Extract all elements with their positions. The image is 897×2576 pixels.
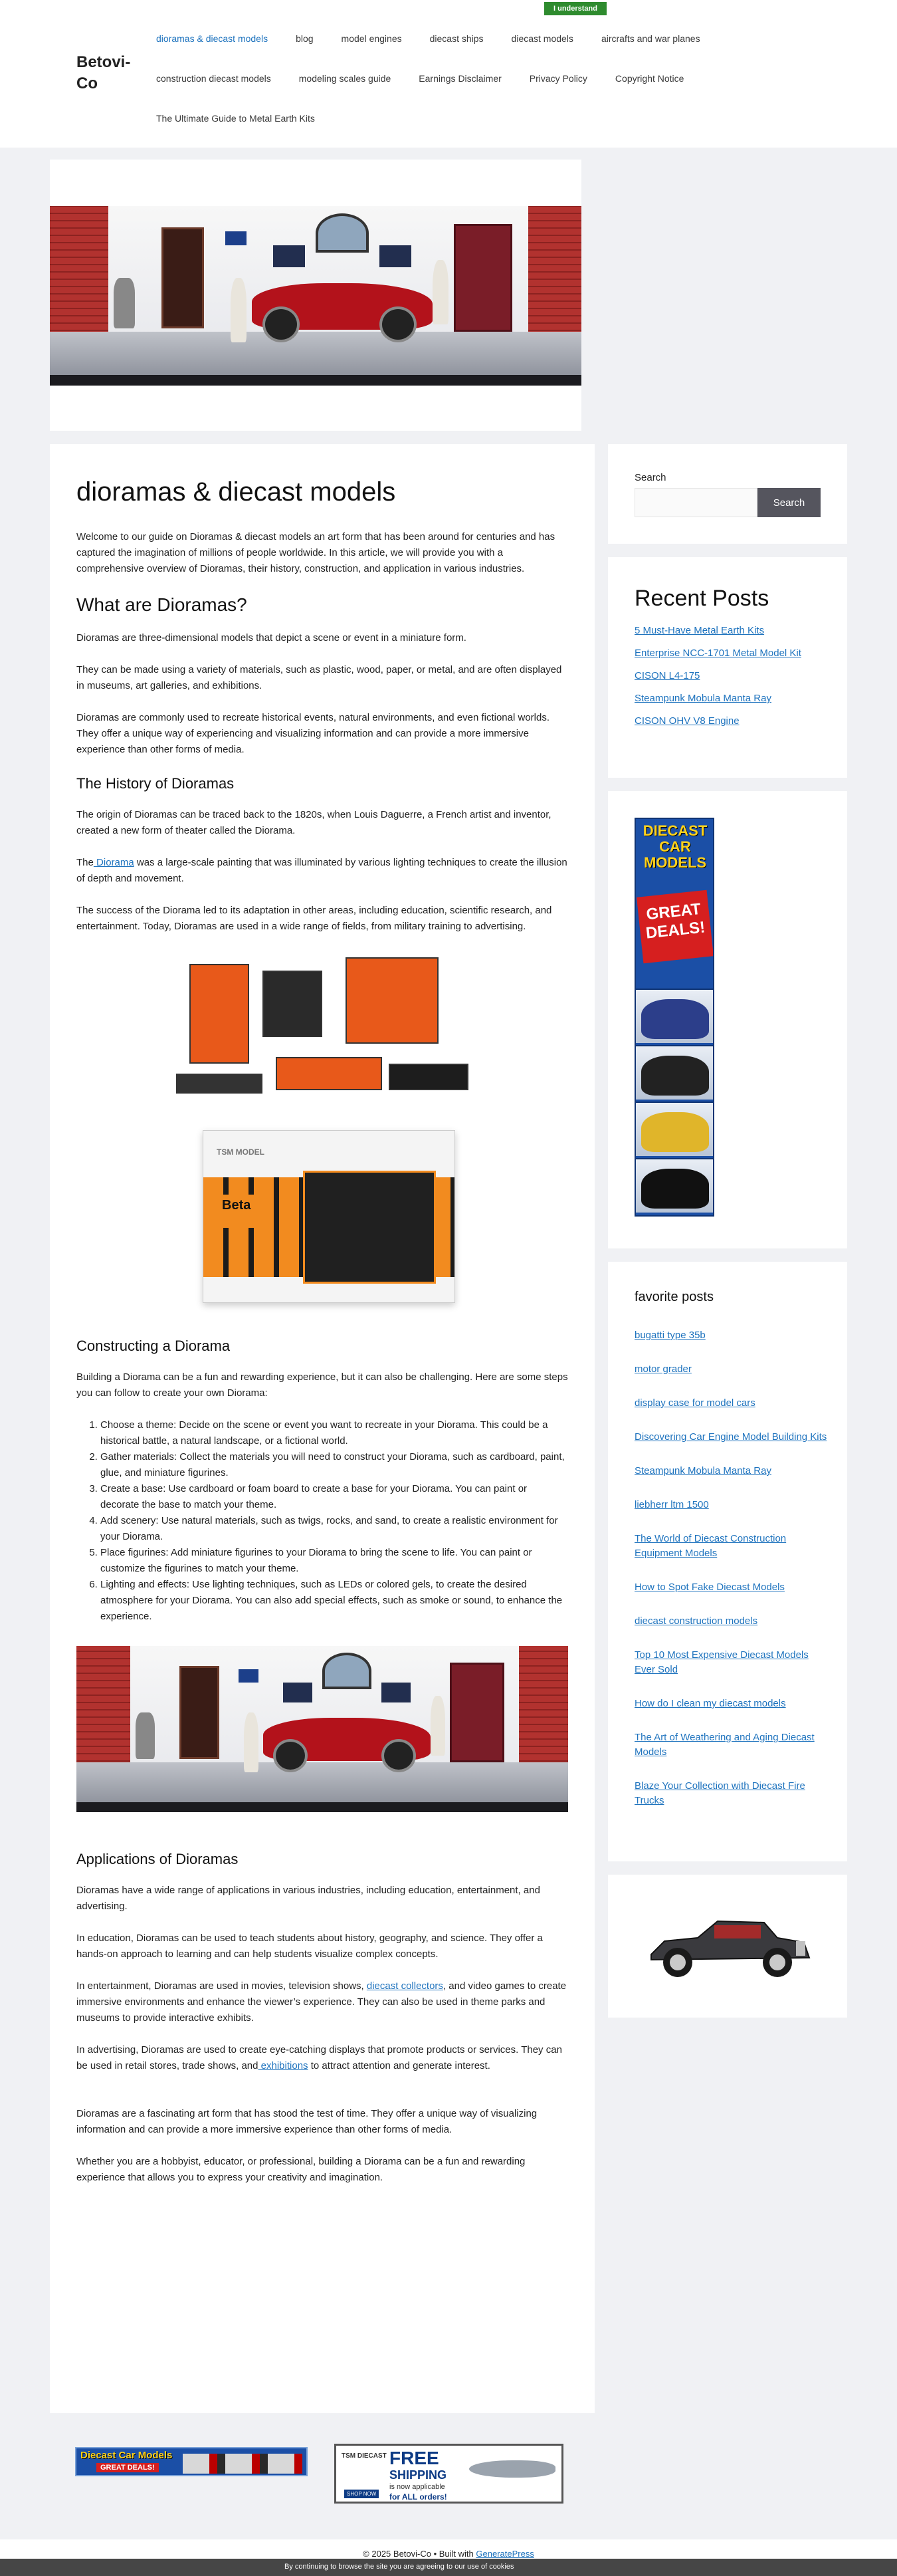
article-container xyxy=(50,444,595,2413)
ad-car-image xyxy=(641,1112,709,1152)
footer-ad-shipping: SHIPPING xyxy=(389,2468,447,2482)
list-item xyxy=(635,1648,827,1677)
list-item xyxy=(635,714,827,729)
diorama-gas-tank xyxy=(136,1712,155,1759)
tool-creeper xyxy=(176,1074,262,1094)
diorama-window xyxy=(316,213,369,253)
toolkit-brand: Beta xyxy=(217,1195,270,1228)
cookie-notice-text: By continuing to browse the site you are agreeing to our use of cookies xyxy=(284,2563,514,2571)
recent-posts-list xyxy=(635,624,827,737)
diorama-door xyxy=(179,1666,219,1759)
favorite-post-link[interactable]: bugatti type 35b xyxy=(635,1330,706,1341)
diecast-ad-banner[interactable] xyxy=(635,818,714,1217)
paragraph: Building a Diorama can be a fun and rewarding experience, but it can also be challenging. Here are some steps you can follow to create your own Diorama: xyxy=(76,1371,568,1399)
generatepress-link[interactable]: GeneratePress xyxy=(476,2549,534,2559)
diorama-base xyxy=(50,375,581,386)
diorama-figurine xyxy=(431,1696,445,1756)
ad-car-image xyxy=(641,1169,709,1209)
list-item: 6. Lighting and effects: Use lighting techniques, such as LEDs or colored gels, to create the desired atmosphere for your Diorama. You can also add special effects, such as smoke or sound, to enhance the experience. xyxy=(100,1577,568,1625)
nav-item-earnings-disclaimer[interactable]: Earnings Disclaimer xyxy=(419,73,502,84)
recent-posts-title: Recent Posts xyxy=(635,586,769,611)
list-item xyxy=(635,1697,827,1711)
paragraph xyxy=(76,2042,568,2074)
ad-car-panel xyxy=(636,989,713,1043)
toolkit-logo: TSM MODEL xyxy=(217,1147,264,1157)
nav-item-metal-earth-guide[interactable]: The Ultimate Guide to Metal Earth Kits xyxy=(156,113,315,124)
ad-car-panel xyxy=(636,1158,713,1213)
recent-posts-widget xyxy=(608,557,847,778)
search-label: Search xyxy=(635,472,666,483)
footer-ad-brand: TSM DIECAST xyxy=(342,2452,387,2460)
nav-item-dioramas[interactable]: dioramas & diecast models xyxy=(156,33,268,44)
diorama-base xyxy=(76,1802,568,1812)
diorama-shelf xyxy=(381,1683,411,1702)
paragraph-text: was a large-scale painting that was illuminated by various lighting techniques to create the illusion of depth and movement. xyxy=(76,857,567,884)
tool-stands xyxy=(276,1057,382,1090)
favorite-post-link[interactable]: liebherr ltm 1500 xyxy=(635,1499,709,1510)
recent-post-link[interactable]: CISON L4-175 xyxy=(635,670,700,681)
list-item xyxy=(635,691,827,706)
favorite-post-link[interactable]: The Art of Weathering and Aging Diecast Models xyxy=(635,1732,815,1758)
section-heading: Applications of Dioramas xyxy=(76,1851,239,1867)
diorama-car-wheel xyxy=(379,306,417,342)
list-item xyxy=(635,1730,827,1760)
favorite-post-link[interactable]: motor grader xyxy=(635,1363,692,1375)
favorite-post-link[interactable]: Discovering Car Engine Model Building Kits xyxy=(635,1431,827,1443)
garage-diorama-image xyxy=(76,1646,568,1812)
nav-row xyxy=(156,59,821,98)
steps-list xyxy=(100,1417,568,1625)
list-item xyxy=(635,1498,827,1512)
recent-post-link[interactable]: Enterprise NCC-1701 Metal Model Kit xyxy=(635,647,801,659)
search-widget xyxy=(608,444,847,544)
footer-ad-deal: GREAT DEALS! xyxy=(96,2463,159,2472)
diorama-sign xyxy=(239,1669,258,1683)
paragraph: Dioramas have a wide range of applications in various industries, including education, entertainment, and advertising. xyxy=(76,1885,540,1912)
tool-jack xyxy=(389,1064,468,1090)
list-item xyxy=(635,646,827,661)
paragraph xyxy=(76,855,568,887)
search-input[interactable] xyxy=(635,488,757,517)
ad-car-panel xyxy=(636,1102,713,1156)
diorama-brick-wall xyxy=(528,206,581,337)
paragraph: The origin of Dioramas can be traced back to the 1820s, when Louis Daguerre, a French artist and inventor, created a new form of theater called the Diorama. xyxy=(76,809,551,836)
nav-item-copyright-notice[interactable]: Copyright Notice xyxy=(615,73,684,84)
tool-cabinet xyxy=(189,964,249,1064)
list-item xyxy=(635,669,827,683)
diorama-car-wheel xyxy=(273,1739,308,1772)
article-title: dioramas & diecast models xyxy=(76,477,396,507)
list-item xyxy=(635,1580,827,1595)
list-item: 4. Add scenery: Use natural materials, such as twigs, rocks, and sand, to create a realistic environment for your Diorama. xyxy=(100,1513,568,1545)
footer-shipping-ad[interactable] xyxy=(334,2444,563,2504)
ad-headline: DIECAST CAR MODELS xyxy=(643,822,708,871)
list-item xyxy=(635,1430,827,1445)
tool-wall-panel xyxy=(346,957,439,1044)
list-item: 3. Create a base: Use cardboard or foam board to create a base for your Diorama. You can paint or decorate the base to match your theme. xyxy=(100,1481,568,1513)
nav-row xyxy=(156,98,821,138)
recent-post-link[interactable]: Steampunk Mobula Manta Ray xyxy=(635,693,771,704)
diorama-floor xyxy=(50,332,581,378)
diorama-figurine xyxy=(244,1712,258,1772)
nav-item-construction[interactable]: construction diecast models xyxy=(156,73,271,84)
cookie-notice-bar xyxy=(0,2559,897,2576)
list-item xyxy=(635,1328,827,1343)
vintage-car-widget xyxy=(608,1875,847,2018)
list-item xyxy=(635,1464,827,1478)
favorite-posts-list xyxy=(635,1328,827,1827)
list-item xyxy=(635,1779,827,1808)
favorite-post-link[interactable]: How to Spot Fake Diecast Models xyxy=(635,1581,785,1593)
section-heading: The History of Dioramas xyxy=(76,775,235,792)
garage-diorama xyxy=(76,1646,568,1812)
diorama-window xyxy=(322,1653,371,1689)
list-item xyxy=(635,1362,827,1377)
section-heading: What are Dioramas? xyxy=(76,594,247,615)
paragraph-text: In advertising, Dioramas are used to create eye-catching displays that promote products or services. They can be used in retail stores, trade shows, and xyxy=(76,2044,562,2071)
diorama-figurine xyxy=(433,260,448,324)
ad-car-image xyxy=(641,999,709,1039)
nav-item-scales-guide[interactable]: modeling scales guide xyxy=(298,73,391,84)
site-title[interactable]: Betovi-Co xyxy=(76,53,131,92)
nav-item-aircrafts[interactable]: aircrafts and war planes xyxy=(601,33,700,44)
toolkit-box xyxy=(203,1130,455,1303)
paragraph-text: , and video games to create immersive environments and enhance the viewer’s experience. They can also be used in theme parks and museums to provide interactive exhibits. xyxy=(76,1980,567,2024)
diorama-garage-door xyxy=(450,1663,504,1762)
favorite-post-link[interactable]: Blaze Your Collection with Diecast Fire Trucks xyxy=(635,1780,805,1806)
paragraph xyxy=(76,1978,568,2026)
diorama-gas-tank xyxy=(114,278,135,328)
list-item: 2. Gather materials: Collect the materials you will need to construct your Diorama, such as cardboard, paint, glue, and miniature figurines. xyxy=(100,1449,568,1481)
nav-item-diecast-models[interactable]: diecast models xyxy=(511,33,573,44)
footer-ad-subtext: is now applicable xyxy=(389,2483,445,2491)
footer-ad-cars xyxy=(183,2454,302,2474)
favorite-post-link[interactable]: diecast construction models xyxy=(635,1615,758,1627)
featured-image-container xyxy=(50,160,581,431)
paragraph: Dioramas are commonly used to recreate historical events, natural environments, and even fictional worlds. They offer a unique way of experiencing and visualizing information and can provide a more immersive experience than other forms of media. xyxy=(76,712,550,755)
list-item: 1. Choose a theme: Decide on the scene or event you want to recreate in your Diorama. This could be a historical battle, a natural landscape, or a fictional world. xyxy=(100,1417,568,1449)
ad-widget xyxy=(608,791,847,1248)
ad-car-image xyxy=(641,1056,709,1096)
favorite-post-link[interactable]: How do I clean my diecast models xyxy=(635,1698,786,1709)
recent-post-link[interactable]: CISON OHV V8 Engine xyxy=(635,715,740,727)
paragraph: Dioramas are three-dimensional models that depict a scene or event in a miniature form. xyxy=(76,632,466,644)
tool-cart xyxy=(262,971,322,1037)
diorama-floor xyxy=(76,1762,568,1806)
list-item: 5. Place figurines: Add miniature figurines to your Diorama to bring the scene to life. You can paint or customize the figurines to match your theme. xyxy=(100,1545,568,1577)
copyright xyxy=(0,2549,897,2559)
toolkit-front-display xyxy=(303,1171,436,1284)
nav-item-model-engines[interactable]: model engines xyxy=(341,33,402,44)
nav-item-diecast-ships[interactable]: diecast ships xyxy=(429,33,484,44)
copyright-text: © 2025 Betovi-Co • Built with xyxy=(363,2549,476,2559)
diorama-shelf xyxy=(379,245,411,267)
paragraph: The success of the Diorama led to its adaptation in other areas, including education, scientific research, and entertainment. Today, Dioramas are used in a wide range of fields, from military training to advertising. xyxy=(76,905,552,932)
ad-car-panel xyxy=(636,1045,713,1100)
paragraph: In education, Dioramas can be used to teach students about history, geography, and science. They offer a hands-on approach to learning and can help students visualize complex concepts. xyxy=(76,1932,543,1960)
diecast-collectors-link[interactable]: diecast collectors xyxy=(366,1980,443,1992)
main-navigation xyxy=(156,19,821,138)
article-intro: Welcome to our guide on Dioramas & diecast models an art form that has been around for centuries and has captured the imagination of millions of people worldwide. In this article, we will provide you with a comprehensive overview of Dioramas, their history, construction, and application in various industries. xyxy=(76,531,555,574)
diorama-link[interactable]: Diorama xyxy=(93,857,134,868)
diorama-shelf xyxy=(273,245,305,267)
footer-ad-cta[interactable]: SHOP NOW xyxy=(344,2490,379,2498)
diorama-figurine xyxy=(231,278,247,342)
paragraph-text: The xyxy=(76,857,94,868)
footer-ad-title: Diecast Car Models xyxy=(80,2450,173,2461)
diorama-car-wheel xyxy=(262,306,300,342)
diorama-car-wheel xyxy=(381,1739,416,1772)
toolkit-tools-photo xyxy=(176,951,475,1117)
diorama-shelf xyxy=(283,1683,312,1702)
footer-diecast-ad[interactable] xyxy=(75,2447,308,2476)
search-button[interactable]: Search xyxy=(757,488,821,517)
featured-diorama-image xyxy=(50,206,581,386)
recent-post-link[interactable]: 5 Must-Have Metal Earth Kits xyxy=(635,625,765,636)
toolkit-image xyxy=(156,951,488,1310)
site-header xyxy=(0,0,897,148)
nav-item-blog[interactable]: blog xyxy=(296,33,314,44)
section-heading: Constructing a Diorama xyxy=(76,1338,231,1354)
airplane-icon xyxy=(469,2460,555,2478)
paragraph-text: In entertainment, Dioramas are used in movies, television shows, xyxy=(76,1980,367,1992)
diorama-garage-door xyxy=(454,224,512,332)
ad-deals-label: GREAT DEALS! xyxy=(637,890,714,964)
article xyxy=(76,471,568,2202)
nav-row xyxy=(156,19,821,59)
paragraph: Dioramas are a fascinating art form that has stood the test of time. They offer a unique way of visualizing information and can provide a more immersive experience than other forms of media. xyxy=(76,2108,538,2135)
favorite-post-link[interactable]: display case for model cars xyxy=(635,1397,755,1409)
favorite-posts-widget xyxy=(608,1262,847,1861)
diorama-brick-wall xyxy=(50,206,108,337)
footer-ad-subtext: for ALL orders! xyxy=(389,2492,447,2502)
diorama-brick-wall xyxy=(519,1646,568,1768)
paragraph: They can be made using a variety of materials, such as plastic, wood, paper, or metal, and are often displayed in museums, art galleries, and exhibitions. xyxy=(76,664,562,691)
diorama-door xyxy=(161,227,204,328)
favorite-posts-title: favorite posts xyxy=(635,1290,714,1304)
spacer xyxy=(76,2090,568,2106)
vintage-car-image[interactable] xyxy=(638,1901,817,1988)
list-item xyxy=(635,1532,827,1561)
list-item xyxy=(635,1614,827,1629)
paragraph: Whether you are a hobbyist, educator, or professional, building a Diorama can be a fun and rewarding experience that allows you to express your creativity and imagination. xyxy=(76,2156,526,2183)
footer-ad-free: FREE xyxy=(389,2448,439,2468)
paragraph-text: to attract attention and generate interest. xyxy=(308,2060,490,2071)
favorite-post-link[interactable]: Steampunk Mobula Manta Ray xyxy=(635,1465,771,1476)
favorite-post-link[interactable]: Top 10 Most Expensive Diecast Models Ever Sold xyxy=(635,1649,809,1675)
nav-item-privacy-policy[interactable]: Privacy Policy xyxy=(529,73,587,84)
diorama-sign xyxy=(225,231,247,246)
list-item xyxy=(635,1396,827,1411)
exhibitions-link[interactable]: exhibitions xyxy=(258,2060,308,2071)
diorama-brick-wall xyxy=(76,1646,130,1768)
list-item xyxy=(635,624,827,638)
favorite-post-link[interactable]: The World of Diecast Construction Equipment Models xyxy=(635,1533,787,1559)
cookie-accept-button[interactable]: I understand xyxy=(544,2,607,15)
